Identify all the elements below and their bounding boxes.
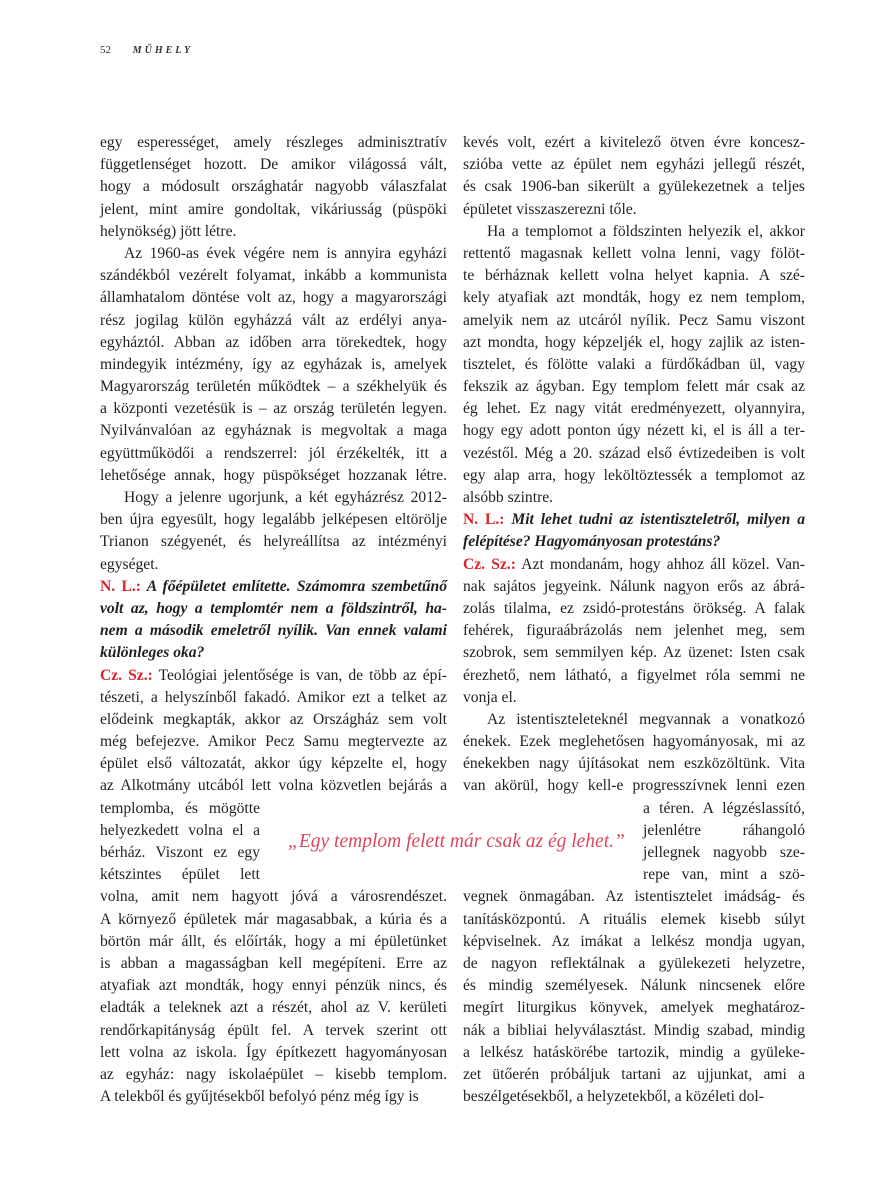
speaker-label: N. L.: xyxy=(100,577,141,595)
body-text: rettentő magasnak kellett volna lenni, vagy fölöt- xyxy=(463,244,805,262)
body-text: hogy egy adott ponton úgy nézett ki, el is áll a ter- xyxy=(463,422,805,440)
body-text: Teológiai jelentősége is van, de több az épí- xyxy=(152,666,447,684)
body-text: egy esperességet, amely részleges adminisztratív xyxy=(100,134,447,151)
text-line xyxy=(463,931,805,953)
text-line xyxy=(100,1086,447,1108)
body-text: mindegyik intézmény, így az egyházak is, amelyek xyxy=(100,355,447,373)
text-line xyxy=(463,354,805,376)
body-text: jellegnek nagyobb sze- xyxy=(643,844,805,861)
body-text: tanításközpontú. A rituális elemek kisebb súlyt xyxy=(463,910,805,928)
body-text: templomba, és mögötte xyxy=(100,799,260,817)
text-line xyxy=(100,554,447,576)
speaker-label: Cz. Sz.: xyxy=(463,555,516,573)
text-line xyxy=(100,931,447,953)
text-line xyxy=(463,420,805,442)
text-line xyxy=(463,731,805,753)
question-text: felépítése? Hagyományosan protestáns? xyxy=(463,533,721,551)
text-line xyxy=(463,287,805,309)
text-line xyxy=(100,642,447,664)
question-text: Mit lehet tudni az istentiszteletről, milyen a xyxy=(504,511,805,529)
body-text: Nyilvánvalóan az egyháznak is megvoltak a maga xyxy=(100,422,447,440)
text-line xyxy=(463,332,805,354)
text-line xyxy=(463,554,805,576)
text-line xyxy=(100,753,447,775)
text-line xyxy=(100,1020,447,1042)
text-line xyxy=(100,465,447,487)
body-text: helynökség) jött létre. xyxy=(100,222,237,240)
body-text: szándékból vezérelt folyamat, inkább a kommunista xyxy=(100,267,447,285)
body-text: hogy a módosult országhatár nagyobb válaszfalat xyxy=(100,178,447,196)
text-line xyxy=(463,620,805,642)
body-text: de nagyon reflektálnak a gyülekezeti helyzetre, xyxy=(463,954,805,972)
text-line xyxy=(100,798,260,820)
body-text: fehérek, figuraábrázolás nem jelenhet meg, sem xyxy=(463,622,805,640)
text-line xyxy=(463,243,805,265)
body-text: nák a bibliai helyválasztást. Mindig szabad, mindig xyxy=(463,1021,805,1039)
text-line xyxy=(643,820,805,842)
right-column xyxy=(463,132,805,1108)
body-text: egységet. xyxy=(100,555,159,573)
body-text: együttműködői a rendszerrel: jól érzékelték, itt a xyxy=(100,444,447,462)
text-line xyxy=(463,509,805,531)
text-line xyxy=(463,1064,805,1086)
text-line xyxy=(463,465,805,487)
body-text: jelent, mint amire gondoltak, vikáriusság (püspöki xyxy=(100,200,447,218)
body-text: és mindig személyesek. Nálunk nincsenek előre xyxy=(463,977,805,995)
body-text: Az 1960-as évek végére nem is annyira egyházi xyxy=(124,244,447,262)
body-text: rendőrkapitányság épült fel. A tervek szerint ott xyxy=(100,1021,447,1039)
text-line xyxy=(463,598,805,620)
text-line xyxy=(463,953,805,975)
text-line xyxy=(463,443,805,465)
body-text: kely atyafiak azt mondták, hogy ez nem templom, xyxy=(463,289,805,307)
text-line xyxy=(463,775,805,797)
body-text: Magyarország területén működtek – a székhelyük és xyxy=(100,378,447,396)
text-line xyxy=(100,509,447,531)
text-line xyxy=(100,620,447,642)
text-line xyxy=(643,842,805,864)
text-line xyxy=(463,310,805,332)
body-text: épület első változatát, akkor úgy képzelte el, hogy xyxy=(100,755,447,773)
text-line xyxy=(463,1042,805,1064)
speaker-label: Cz. Sz.: xyxy=(100,666,153,684)
text-line xyxy=(463,687,805,709)
body-text: még befejezve. Amikor Pecz Samu megtervezte az xyxy=(100,733,447,751)
text-line xyxy=(100,398,447,420)
text-line xyxy=(100,243,447,265)
body-text: A környező épületek már magasabbak, a kúria és a xyxy=(100,910,447,928)
body-text: a központi vezetésük is – az ország területén legyen. xyxy=(100,400,447,418)
text-line xyxy=(100,287,447,309)
body-text: zet ütőerén próbáljuk tartani az ujjunkat, ami a xyxy=(463,1065,805,1083)
body-text: az egyház: nagy iskolaépület – kisebb templom. xyxy=(100,1065,447,1083)
body-text: épületet visszaszerezni tőle. xyxy=(463,200,637,218)
text-line xyxy=(100,221,447,243)
body-text: megírt liturgikus könyvek, amelyek meghatároz- xyxy=(463,999,805,1017)
pull-quote: „Egy templom felett már csak az ég lehet.” xyxy=(288,831,625,852)
text-line xyxy=(463,909,805,931)
body-text: tisztelet, és fölötte valaki a fürdőkádban ül, vagy xyxy=(463,355,805,373)
body-text: képviselnek. Az imákat a lelkész mondja ugyan, xyxy=(463,932,805,950)
text-line xyxy=(100,665,447,687)
body-text: Trianon szégyenét, és helyreállítsa az intézményi xyxy=(100,533,447,551)
text-line xyxy=(100,842,260,864)
question-text: A főépületet említette. Számomra szembetűnő xyxy=(140,577,447,595)
text-line xyxy=(100,332,447,354)
body-text: vonja el. xyxy=(463,688,517,706)
text-line xyxy=(463,1020,805,1042)
body-text: Ha a templomot a földszinten helyezik el, akkor xyxy=(487,222,805,240)
text-line xyxy=(463,132,805,154)
body-text: amelyik nem az utcáról nyílik. Pecz Samu viszont xyxy=(463,311,805,329)
text-line xyxy=(463,975,805,997)
text-line xyxy=(100,443,447,465)
body-text: van akörül, hogy kell-e progresszívnek lenni ezen xyxy=(463,777,805,795)
question-text: volt az, hogy a templomtér nem a földszintről, ha- xyxy=(100,599,447,617)
body-text: beszélgetésekből, a helyzetekből, a közéleti dol- xyxy=(463,1088,764,1106)
text-line xyxy=(463,576,805,598)
text-line xyxy=(100,709,447,731)
text-line xyxy=(463,265,805,287)
body-text: elődeink megkapták, akkor az Országház sem volt xyxy=(100,710,447,728)
text-line xyxy=(463,199,805,221)
body-text: azt mondta, hogy képzeljék el, hogy zajlik az isten- xyxy=(463,333,805,351)
text-line xyxy=(100,487,447,509)
body-text: eladták a teleknek azt a részét, ahol az V. kerületi xyxy=(100,999,447,1017)
body-text: ben újra egyesült, hogy legalább jelképesen eltörölje xyxy=(100,511,447,529)
text-line xyxy=(100,176,447,198)
left-column xyxy=(100,132,447,1108)
text-line xyxy=(100,864,260,886)
text-line xyxy=(463,1086,805,1108)
body-text: A telekből és gyűjtésekből befolyó pénz még így is xyxy=(100,1088,419,1106)
body-text: szobrok, sem semmilyen kép. Az üzenet: Isten csak xyxy=(463,644,805,662)
text-line xyxy=(100,598,447,620)
body-text: atyafiak azt mondták, hogy ennyi pénzük nincs, és xyxy=(100,977,447,995)
question-text: különleges oka? xyxy=(100,644,205,662)
text-line xyxy=(100,531,447,553)
text-line xyxy=(643,864,805,886)
body-text: a lelkész hatáskörébe tartozik, mindig a gyüleke- xyxy=(463,1043,805,1061)
body-text: alsóbb szintre. xyxy=(463,489,554,506)
body-text: te bérháznak kellett volna helyet kapnia. A szé- xyxy=(463,267,805,285)
body-text: egyháztól. Abban az időben arra törekedtek, hogy xyxy=(100,333,447,351)
body-text: érezhető, nem látható, a figyelmet róla semmi ne xyxy=(463,666,805,684)
body-text: börtön már állt, és előírták, hogy a mi épületünket xyxy=(100,932,447,950)
text-line xyxy=(100,132,447,154)
body-text: Az istentiszteleteknél megvannak a vonatkozó xyxy=(487,710,805,728)
body-text: zolás tilalma, ez zsidó-protestáns örökség. A falak xyxy=(463,599,805,617)
body-text: vegnek önmagában. Az istentisztelet imádság- és xyxy=(463,888,805,906)
text-line xyxy=(100,576,447,598)
body-text: fekszik az ágyban. Egy templom felett már csak az xyxy=(463,378,805,396)
text-line xyxy=(463,176,805,198)
text-line xyxy=(100,154,447,176)
body-text: Azt mondanám, hogy ahhoz áll közel. Van- xyxy=(515,555,805,573)
text-line xyxy=(463,376,805,398)
text-line xyxy=(643,798,805,820)
body-text: vezéstől. Még a 20. század első évtizedeiben is volt xyxy=(463,444,805,462)
speaker-label: N. L.: xyxy=(463,511,505,529)
body-text: és csak 1906-ban sikerült a gyülekezetnek a teljes xyxy=(463,178,805,196)
section-title: MŰHELY xyxy=(132,45,194,56)
body-text: szióba vette az épület nem egyházi jellegű részét, xyxy=(463,156,805,174)
body-text: rész jogilag külön egyházzá vált az erdélyi anya- xyxy=(100,311,447,329)
text-line xyxy=(463,154,805,176)
body-text: énekekben nagy újításokat nem eszközöltünk. Vita xyxy=(463,755,805,773)
body-text: énekek. Ezek meglehetősen hagyományosak, mi az xyxy=(463,733,805,751)
text-line xyxy=(463,487,805,509)
body-text: kevés volt, ezért a kivitelező ötven évre koncesz- xyxy=(463,134,805,151)
text-line xyxy=(463,398,805,420)
body-text: tészeti, a helyszínből fakadó. Amikor ezt a telket az xyxy=(100,688,447,706)
text-line xyxy=(100,997,447,1019)
text-line xyxy=(100,886,447,908)
body-text: bérház. Viszont ez egy xyxy=(100,844,260,861)
body-text: függetlenséget hozott. De amikor világossá vált, xyxy=(100,156,447,174)
running-header xyxy=(100,44,193,56)
body-text: kétszintes épület lett xyxy=(100,866,260,884)
text-line xyxy=(100,731,447,753)
body-text: lehetősége annak, hogy püspökséget hozzanak létre. xyxy=(100,466,447,484)
body-text: jelenlétre ráhangoló xyxy=(643,821,805,839)
body-text: államhatalom döntése volt az, hogy a magyarországi xyxy=(100,289,447,307)
text-line xyxy=(100,354,447,376)
body-text: az Alkotmány utcából lett volna közvetlen bejárás a xyxy=(100,777,447,795)
text-line xyxy=(463,665,805,687)
text-line xyxy=(100,310,447,332)
text-line xyxy=(100,820,260,842)
text-line xyxy=(100,376,447,398)
body-text: lett volna az iskola. Így építkezett hagyományosan xyxy=(100,1043,447,1061)
text-line xyxy=(463,886,805,908)
text-line xyxy=(463,221,805,243)
text-line xyxy=(463,709,805,731)
body-text: volna, amit nem hagyott jóvá a városrendészet. xyxy=(100,888,447,906)
body-text: nak sajátos jegyeink. Nálunk nagyon erős az ábrá- xyxy=(463,577,805,595)
text-line xyxy=(100,199,447,221)
text-line xyxy=(100,1064,447,1086)
text-line xyxy=(463,753,805,775)
text-line xyxy=(100,975,447,997)
text-line xyxy=(100,687,447,709)
text-line xyxy=(100,909,447,931)
text-line xyxy=(100,1042,447,1064)
page-number: 52 xyxy=(100,44,111,56)
text-line xyxy=(463,531,805,553)
text-line xyxy=(463,642,805,664)
text-line xyxy=(100,420,447,442)
body-text: repe van, mint a szö- xyxy=(643,866,805,884)
body-text: Hogy a jelenre ugorjunk, a két egyházrész 2012- xyxy=(124,489,447,506)
body-text: a téren. A légzéslassító, xyxy=(643,799,805,817)
body-text: is abban a magasságban kell megépíteni. Erre az xyxy=(100,954,447,972)
text-line xyxy=(100,775,447,797)
text-line xyxy=(463,997,805,1019)
question-text: nem a második emeletről nyílik. Van ennek valami xyxy=(100,622,447,640)
body-text: ég lehet. Ez nagy vitát eredményezett, olyannyira, xyxy=(463,400,805,418)
body-text: helyezkedett volna el a xyxy=(100,821,260,839)
body-text: egy alap arra, hogy leköltöztessék a templomot az xyxy=(463,466,805,484)
text-line xyxy=(100,953,447,975)
text-line xyxy=(100,265,447,287)
